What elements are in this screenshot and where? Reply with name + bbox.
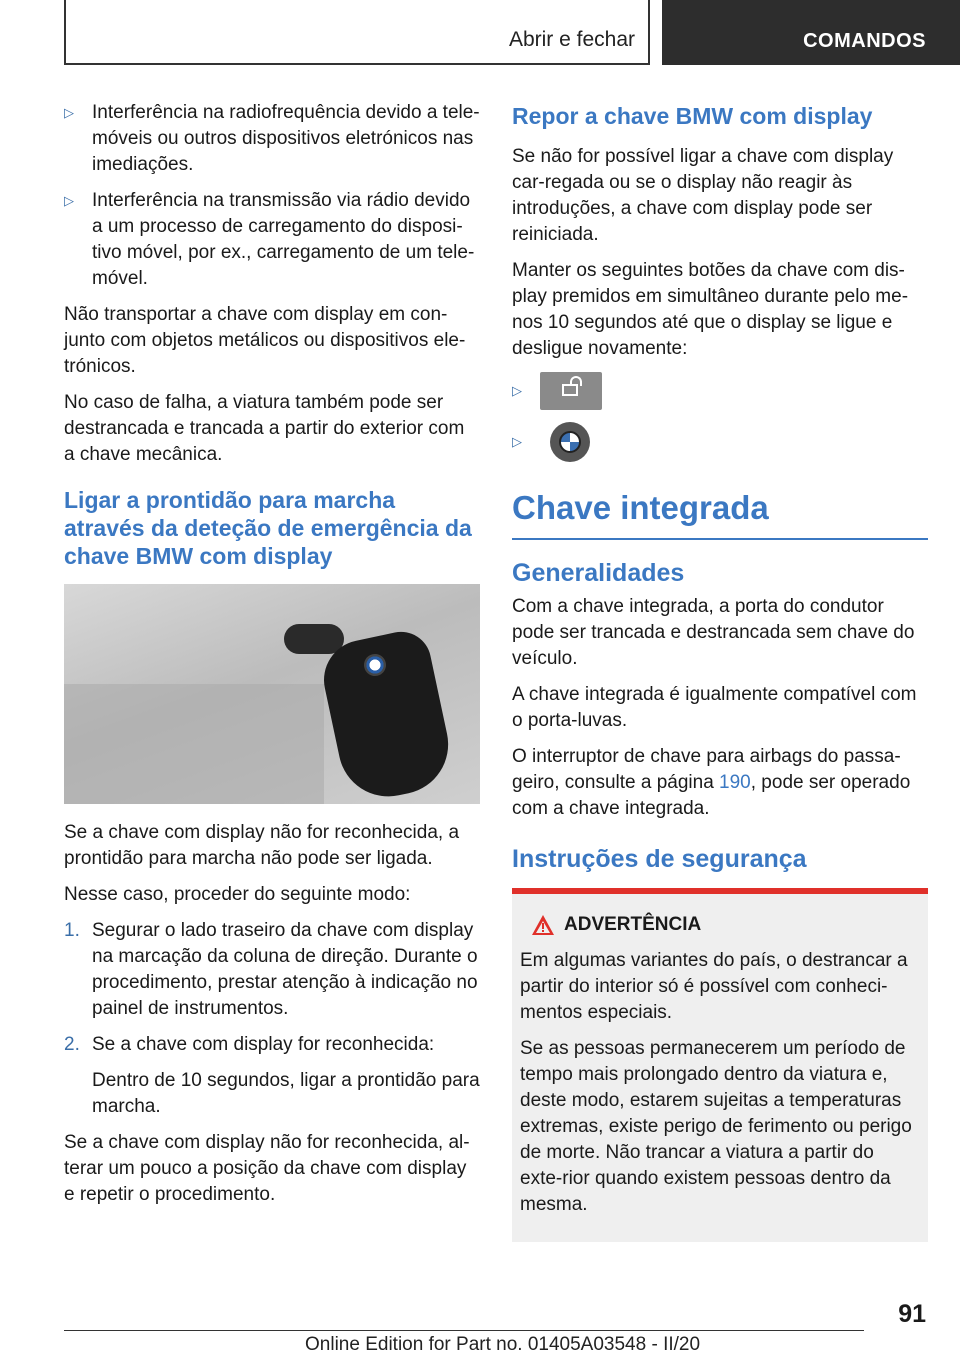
header-divider: [648, 0, 650, 65]
bullet-item: [64, 100, 480, 178]
warning-title: [532, 912, 920, 938]
warning-triangle-icon: [532, 915, 554, 935]
paragraph: O interruptor de chave para airbags do passa-geiro, consulte a página 190, pode ser operado com a chave integrada.: [512, 746, 911, 819]
triangle-bullet-icon: ▷: [64, 105, 74, 120]
triangle-bullet-icon: ▷: [64, 193, 74, 208]
section-heading-general: Generalidades: [512, 559, 685, 587]
page-number: 91: [898, 1300, 926, 1328]
bullet-text: Interferência na radiofrequência devido a tele-móveis ou outros dispositivos eletrónicos nas imediações.: [92, 102, 480, 175]
paragraph: Nesse caso, proceder do seguinte modo:: [64, 884, 411, 905]
key-emergency-detection-illustration: [64, 584, 480, 804]
paragraph: Se a chave com display não for reconhecida, al-terar um pouco a posição da chave com display e repetir o procedimento.: [64, 1132, 470, 1205]
bullet-item: [64, 188, 480, 292]
step-number: 2.: [64, 1034, 80, 1055]
footer-edition: Online Edition for Part no. 01405A03548 - II/20: [305, 1334, 701, 1355]
step-text: Se a chave com display for reconhecida:: [92, 1034, 435, 1055]
paragraph: Se não for possível ligar a chave com display car-regada ou se o display não reagir às introduções, a chave com display pode ser reiniciada.: [512, 146, 894, 245]
warning-title-text: ADVERTÊNCIA: [564, 914, 702, 935]
header-left-rule: [64, 0, 66, 64]
key-button-unlock-row: [512, 372, 928, 410]
paragraph: A chave integrada é igualmente compatível com o porta-luvas.: [512, 684, 917, 731]
warning-box: [512, 888, 928, 1242]
section-heading-emergency-start: Ligar a prontidão para marcha através da deteção de emergência da chave BMW com display: [64, 487, 472, 569]
numbered-step: [64, 1032, 480, 1058]
step-number: 1.: [64, 920, 80, 941]
left-column: [64, 100, 480, 1218]
numbered-step: [64, 918, 480, 1022]
warning-paragraph: Se as pessoas permanecerem um período de tempo mais prolongado dentro da viatura e, deste modo, estarem sujeitas a temperaturas extremas, existe perigo de ferimento ou perigo de morte. Não trancar a viatura a partir do exte-rior quando existem pessoas dentro da mesma.: [520, 1038, 912, 1215]
bmw-button-icon: [550, 422, 590, 462]
chapter-heading-integrated-key: Chave integrada: [512, 489, 769, 526]
header-chapter-tab: [662, 0, 960, 65]
unlock-button-icon: [540, 372, 602, 410]
right-column: [512, 100, 928, 1242]
warning-paragraph: Em algumas variantes do país, o destrancar a partir do interior só é possível com conheci-mentos especiais.: [520, 950, 908, 1023]
header-chapter-label: COMANDOS: [803, 30, 926, 52]
bullet-text: Interferência na transmissão via rádio devido a um processo de carregamento do disposi-tivo móvel, por ex., carregamento de um tele-móvel.: [92, 190, 475, 289]
key-button-bmw-row: [512, 422, 928, 462]
heading-rule: [512, 538, 928, 540]
step-substep: Dentro de 10 segundos, ligar a prontidão para marcha.: [92, 1070, 480, 1117]
paragraph: Não transportar a chave com display em con-junto com objetos metálicos ou dispositivos ele-trónicos.: [64, 304, 466, 377]
paragraph: No caso de falha, a viatura também pode ser destrancada e trancada a partir do exterior com a chave mecânica.: [64, 392, 465, 465]
triangle-bullet-icon: ▷: [512, 383, 522, 398]
paragraph: Com a chave integrada, a porta do condutor pode ser trancada e destrancada sem chave do veículo.: [512, 596, 915, 669]
section-heading-safety: Instruções de segurança: [512, 845, 807, 873]
header-section-title: Abrir e fechar: [508, 28, 635, 51]
page-reference-link[interactable]: 190: [719, 772, 751, 793]
triangle-bullet-icon: ▷: [512, 434, 522, 449]
header-bottom-rule: [64, 63, 648, 65]
footer-rule: [64, 1330, 864, 1331]
steering-column-marking: [284, 624, 344, 654]
paragraph: Manter os seguintes botões da chave com dis-play premidos em simultâneo durante pelo me-nos 10 segundos até que o display se ligue e desligue novamente:: [512, 260, 909, 359]
display-key-image: [317, 626, 458, 804]
section-heading-reset-key: Repor a chave BMW com display: [512, 103, 873, 129]
paragraph: Se a chave com display não for reconhecida, a prontidão para marcha não pode ser ligada.: [64, 822, 460, 869]
step-text: Segurar o lado traseiro da chave com display na marcação da coluna de direção. Durante o procedimento, prestar atenção à indicação no painel de instrumentos.: [92, 920, 478, 1019]
